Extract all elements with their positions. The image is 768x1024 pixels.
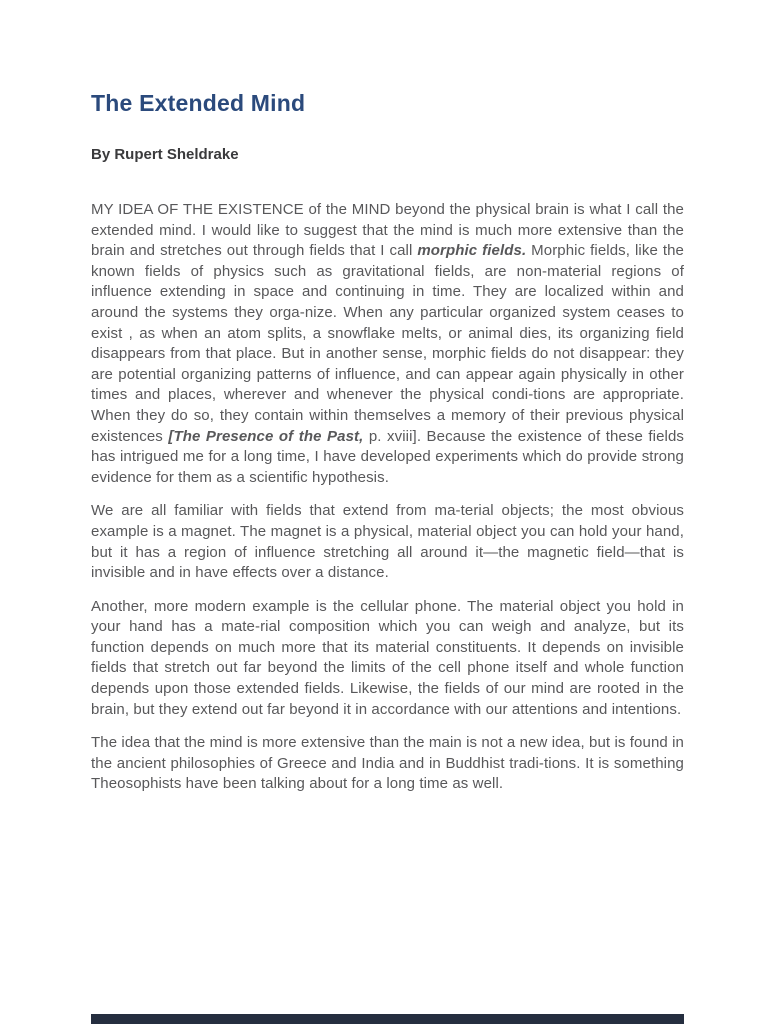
text-run: The idea that the mind is more extensive than the main is not a new idea, but is found in the ancient philosophies of Greece and India and in Buddhist tradi-tions. It is something Theosophists have been talking about for a long time as well.: [91, 734, 684, 793]
text-run: MY IDEA OF THE EXISTENCE of the MIND beyond the physical brain is what I call the extended mind. I would like to suggest that the mind is much more extensive than the brain and stretches out through fields that I call: [91, 201, 684, 260]
paragraph: [91, 597, 684, 721]
paragraph: [91, 733, 684, 795]
emphasized-text-run: [The Presence of the Past,: [168, 427, 364, 445]
text-run: Morphic fields, like the known fields of physics such as gravitational fields, are non-material regions of influence extending in space and continuing in time. They are localized within and around the systems they orga-nize. When any particular organized system ceases to exist , as when an atom splits, a snowflake melts, or animal dies, its organizing field disappears from that place. But in another sense, morphic fields do not disappear: they are potential organizing patterns of influence, and can appear again physically in other times and places, wherever and whenever the physical condi-tions are appropriate. When they do so, they contain within themselves a memory of their previous physical existences: [91, 242, 684, 445]
page-title: The Extended Mind: [91, 90, 306, 116]
footer-bar: [91, 1014, 684, 1024]
text-run: p. xviii]. Because the existence of these fields has intrigued me for a long time, I have developed experiments which do provide strong evidence for them as a scientific hypothesis.: [91, 427, 684, 486]
page-content: [91, 0, 684, 808]
paragraph: [91, 200, 684, 488]
text-run: We are all familiar with fields that extend from ma-terial objects; the most obvious example is a magnet. The magnet is a physical, material object you can hold your hand, but it has a region of influence stretching all around it—the magnetic field—that is invisible and in have effects over a distance.: [91, 502, 684, 582]
emphasized-text-run: morphic fields.: [417, 242, 527, 260]
byline: By Rupert Sheldrake: [91, 146, 239, 163]
text-run: Another, more modern example is the cellular phone. The material object you hold in your hand has a mate-rial composition which you can weigh and analyze, but its function depends on much more that its material constituents. It depends on invisible fields that stretch out far beyond the limits of the cell phone itself and whole function depends upon those extended fields. Likewise, the fields of our mind are rooted in the brain, but they extend out far beyond it in accordance with our attentions and intentions.: [91, 597, 684, 718]
article-body: [91, 200, 684, 795]
paragraph: [91, 501, 684, 583]
